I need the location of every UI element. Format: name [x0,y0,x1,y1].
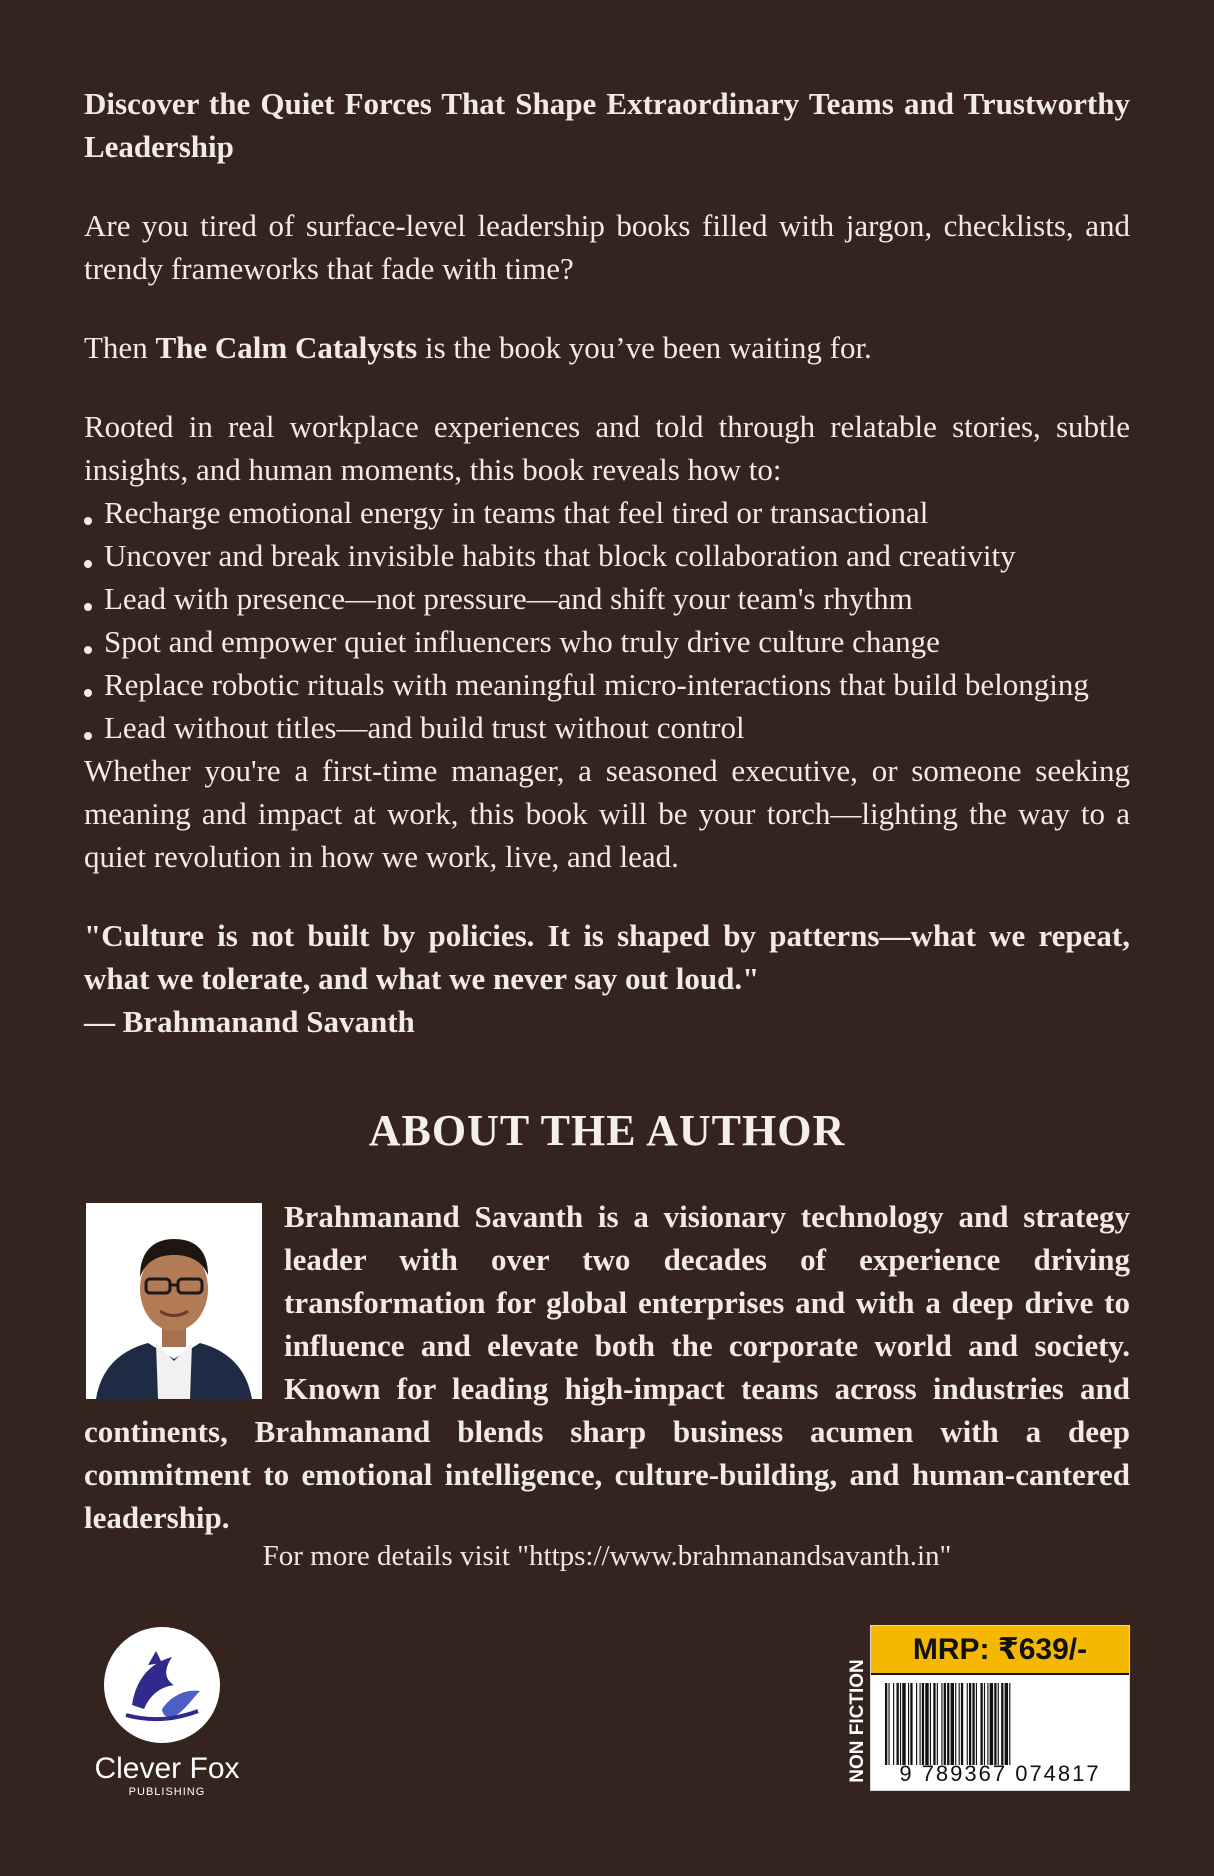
bullet-icon [84,689,92,697]
list-item [84,706,1130,749]
publisher-name: Clever Fox [94,1752,240,1785]
barcode-bar [925,1683,928,1765]
list-item [84,663,1130,706]
whether-paragraph: Whether you're a first-time manager, a seasoned executive, or someone seeking meaning and impact at work, this book will be your torch—lighting the way to a quiet revolution in how we work, live, and lead. [84,753,1130,874]
author-portrait [86,1203,262,1399]
genre-text: NON FICTION [847,1659,868,1783]
barcode-bar [900,1683,901,1765]
barcode-bar [976,1683,977,1765]
barcode-bar [1009,1683,1010,1765]
barcode-bar [944,1683,946,1765]
bullet-icon [84,646,92,654]
list-item [84,491,1130,534]
price-badge: MRP: ₹639/- [871,1626,1129,1675]
list-item-text: Spot and empower quiet influencers who truly drive culture change [104,624,940,659]
barcode-icon [883,1683,1117,1765]
blurb [84,82,1130,1043]
barcode-bar [893,1683,894,1765]
barcode-bar [969,1683,971,1765]
about-title: ABOUT THE AUTHOR [368,1106,846,1155]
bullet-icon [84,560,92,568]
barcode-bar [1001,1683,1003,1765]
barcode-bar [888,1683,889,1765]
isbn-number: 9 789367 074817 [899,1761,1101,1786]
rooted-paragraph: Rooted in real workplace experiences and told through relatable stories, subtle insights, and human moments, this book reveals how to: [84,409,1130,487]
barcode-bar [994,1683,996,1765]
barcode-bar [937,1683,938,1765]
barcode-bar [941,1683,942,1765]
barcode-bar [885,1683,887,1765]
list-item-text: Lead with presence—not pressure—and shift your team's rhythm [104,581,913,616]
barcode-bar [1005,1683,1008,1765]
barcode-bar [897,1683,899,1765]
benefit-list [84,491,1130,749]
bullet-icon [84,603,92,611]
barcode-bar [967,1683,968,1765]
barcode-bar [984,1683,985,1765]
list-item-text: Uncover and break invisible habits that block collaboration and creativity [104,538,1016,573]
barcode-bar [998,1683,999,1765]
author-bio-text: Brahmanand Savanth is a visionary technology and strategy leader with over two decades of experience driving transformation for global enterprises and with a deep drive to influence and elevate both the corporate world and society. Known for leading high-impact teams across industries and continents, Brahmanand blends sharp business acumen with a deep commitment to emotional intelligence, culture-building, and human-cantered leadership. [84,1199,1130,1535]
barcode-bar [980,1683,982,1765]
intro-then-after: is the book you’ve been waiting for. [417,330,872,365]
intro-then-before: Then [84,330,156,365]
barcode-panel [870,1625,1130,1791]
publisher-sub: PUBLISHING [128,1786,206,1798]
barcode-bar [908,1683,909,1765]
barcode-bar [972,1683,974,1765]
bullet-icon [84,732,92,740]
list-item [84,577,1130,620]
barcode-bar [959,1683,960,1765]
barcode-bar [920,1683,921,1765]
barcode-bar [990,1683,993,1765]
quote-text: "Culture is not built by policies. It is shaped by patterns—what we repeat, what we tolerate, and what we never say out loud." [84,918,1130,996]
barcode-bar [947,1683,949,1765]
barcode-bar [987,1683,988,1765]
list-item-text: Recharge emotional energy in teams that feel tired or transactional [104,495,929,530]
publisher-logo [82,1625,252,1798]
barcode-bar [930,1683,931,1765]
barcode-bar [916,1683,917,1765]
fox-logo-icon [102,1625,222,1745]
list-item-text: Lead without titles—and build trust without control [104,710,745,745]
barcode-bar [951,1683,954,1765]
barcode-bar [955,1683,956,1765]
barcode-bar [933,1683,935,1765]
list-item [84,620,1130,663]
tagline: Discover the Quiet Forces That Shape Extraordinary Teams and Trustworthy Leadership [84,86,1130,164]
quote-author: — Brahmanand Savanth [84,1004,415,1039]
barcode-bar [910,1683,912,1765]
barcode-bar [961,1683,963,1765]
list-item [84,534,1130,577]
book-title: The Calm Catalysts [155,330,418,365]
intro-then [84,326,1130,369]
intro-question: Are you tired of surface-level leadership books filled with jargon, checklists, and trendy frameworks that fade with time? [84,208,1130,286]
barcode-bar [902,1683,905,1765]
website-link[interactable]: For more details visit "https://www.brahmanandsavanth.in" [262,1540,952,1572]
bullet-icon [84,517,92,525]
author-portrait-drawing [86,1203,262,1399]
barcode-bar [922,1683,924,1765]
list-item-text: Replace robotic rituals with meaningful micro-interactions that build belonging [104,667,1089,702]
